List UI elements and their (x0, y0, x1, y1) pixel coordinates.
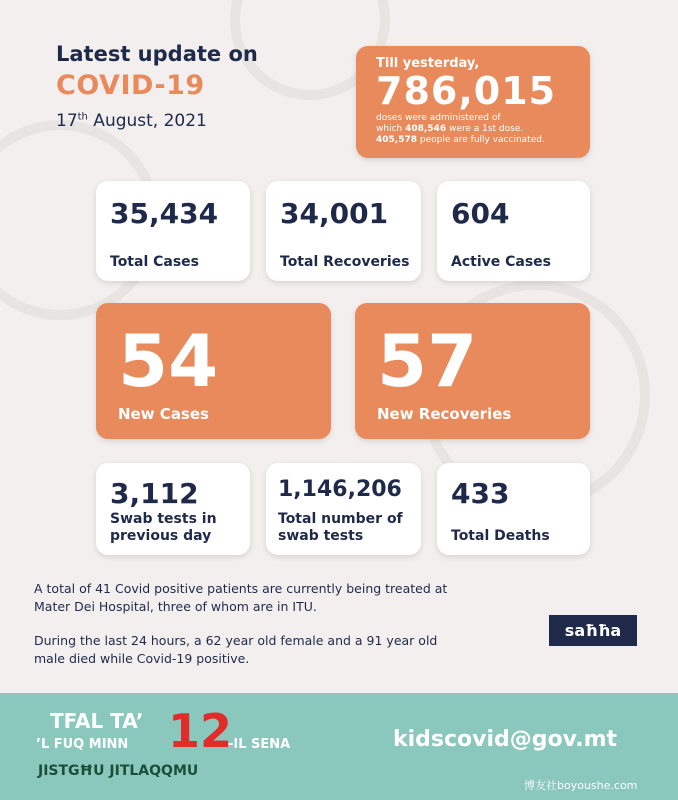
deaths-paragraph (34, 632, 437, 668)
stat-value: 1,146,206 (278, 477, 402, 502)
header-covid-title: COVID-19 (56, 70, 205, 101)
active-cases-card (437, 181, 590, 281)
total-cases-card (96, 181, 250, 281)
vaccination-intro: Till yesterday, (376, 56, 480, 71)
stat-label: Active Cases (451, 254, 552, 270)
new-recoveries-card (355, 303, 590, 439)
vaccination-card (356, 46, 590, 158)
stat-label: Total Deaths (451, 528, 550, 544)
page-header (56, 42, 258, 131)
header-title: Latest update on (56, 42, 258, 66)
stat-value: 3,112 (110, 477, 199, 510)
total-swab-tests-card (266, 463, 421, 555)
stat-label-line1: Total number of (278, 511, 403, 527)
watermark: 博友社boyoushe.com (524, 779, 638, 792)
paragraph-line: male died while Covid-19 positive. (34, 651, 250, 666)
update-date (56, 111, 258, 131)
vaccination-text2-post: were a 1st dose. (446, 124, 524, 134)
footer-age-number: 12 (168, 704, 233, 758)
stat-label-line2: previous day (110, 528, 212, 544)
new-cases-card (96, 303, 331, 439)
paragraph-line: During the last 24 hours, a 62 year old female and a 91 year old (34, 633, 438, 648)
vaccination-text2-pre: which (376, 124, 406, 134)
footer-line2: ’L FUQ MINN (36, 737, 129, 752)
fully-vaccinated-count: 405,578 (376, 135, 417, 145)
footer-line3: JISTGĦU JITLAQQMU (38, 763, 199, 779)
footer-line2-suffix: -IL SENA (228, 737, 291, 752)
stat-label: Total Recoveries (280, 254, 410, 270)
vaccination-details (376, 113, 590, 146)
total-deaths-card (437, 463, 590, 555)
stat-label (110, 511, 217, 545)
big-stat-label: New Recoveries (377, 405, 512, 423)
footer-line1: TFAL TA’ (50, 709, 144, 733)
vaccination-text3: people are fully vaccinated. (417, 135, 545, 145)
date-day: 17 (56, 111, 78, 131)
hospital-paragraph (34, 580, 447, 616)
date-rest: August, 2021 (87, 111, 207, 131)
swab-tests-previous-day-card (96, 463, 250, 555)
first-doses-count: 408,546 (405, 124, 447, 134)
vaccination-text1: doses were administered of (376, 113, 501, 123)
sahha-logo: saħħa (549, 615, 637, 646)
total-recoveries-card (266, 181, 421, 281)
stat-value: 604 (451, 197, 510, 230)
footer-banner (0, 693, 678, 800)
stat-label-line2: swab tests (278, 528, 364, 544)
contact-email: kidscovid@gov.mt (393, 727, 618, 752)
stat-label (278, 511, 403, 545)
date-suffix: th (77, 111, 88, 123)
stat-label: Total Cases (110, 254, 200, 270)
big-stat-label: New Cases (118, 405, 209, 423)
stat-value: 433 (451, 477, 510, 510)
stat-value: 35,434 (110, 197, 219, 230)
doses-count: 786,015 (376, 69, 557, 113)
big-stat-value: 57 (377, 319, 478, 403)
paragraph-line: Mater Dei Hospital, three of whom are in ITU. (34, 599, 317, 614)
big-stat-value: 54 (118, 319, 219, 403)
stat-value: 34,001 (280, 197, 389, 230)
paragraph-line: A total of 41 Covid positive patients are currently being treated at (34, 581, 448, 596)
stat-label-line1: Swab tests in (110, 511, 217, 527)
